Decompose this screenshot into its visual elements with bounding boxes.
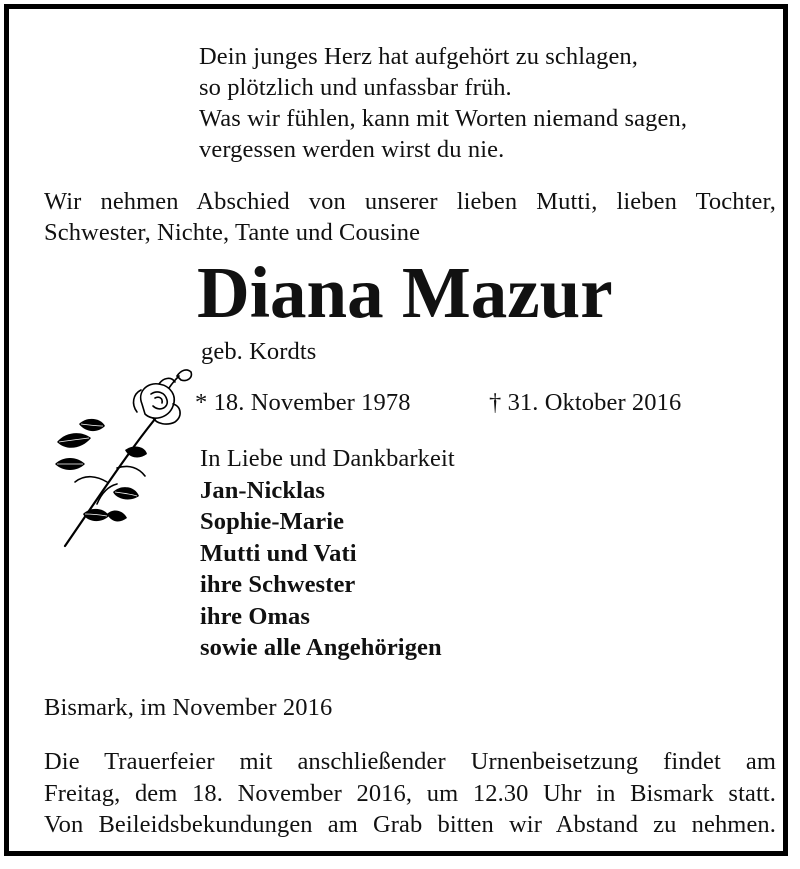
mourner-name: sowie alle Angehörigen xyxy=(200,634,442,661)
death-date: † 31. Oktober 2016 xyxy=(489,389,682,416)
place-date: Bismark, im November 2016 xyxy=(44,694,333,721)
birth-date: * 18. November 1978 xyxy=(195,389,411,416)
mourner-name: Sophie-Marie xyxy=(200,508,345,535)
farewell-text xyxy=(44,186,776,248)
notice-line: Die Trauerfeier mit anschließender Urnenbeisetzung findet am xyxy=(44,748,776,775)
mourner-name: Jan-Nicklas xyxy=(200,476,325,504)
poem-line: Dein junges Herz hat aufgehört zu schlagen, xyxy=(199,43,639,70)
poem xyxy=(199,41,687,165)
rose-icon xyxy=(47,364,197,549)
birth-name: geb. Kordts xyxy=(201,338,317,365)
funeral-notice xyxy=(44,746,776,841)
deceased-name: Diana Mazur xyxy=(197,252,613,333)
poem-line: Was wir fühlen, kann mit Worten niemand sagen, xyxy=(199,105,688,132)
obituary-frame xyxy=(4,4,788,856)
life-dates xyxy=(195,387,682,418)
notice-line: Von Beileidsbekundungen am Grab bitten wir Abstand zu nehmen. xyxy=(44,811,776,838)
mourners-list xyxy=(200,443,455,664)
mourner-name: ihre Omas xyxy=(200,602,311,630)
farewell-line: Schwester, Nichte, Tante und Cousine xyxy=(44,219,421,246)
farewell-line: Wir nehmen Abschied von unserer lieben Mutti, lieben Tochter, xyxy=(44,188,776,215)
poem-line: so plötzlich und unfassbar früh. xyxy=(199,74,512,101)
mourners-intro: In Liebe und Dankbarkeit xyxy=(200,445,455,472)
poem-line: vergessen werden wirst du nie. xyxy=(199,136,505,163)
mourner-name: Mutti und Vati xyxy=(200,539,357,567)
notice-line: Freitag, dem 18. November 2016, um 12.30 Uhr in Bismark statt. xyxy=(44,779,776,807)
mourner-name: ihre Schwester xyxy=(200,571,356,598)
